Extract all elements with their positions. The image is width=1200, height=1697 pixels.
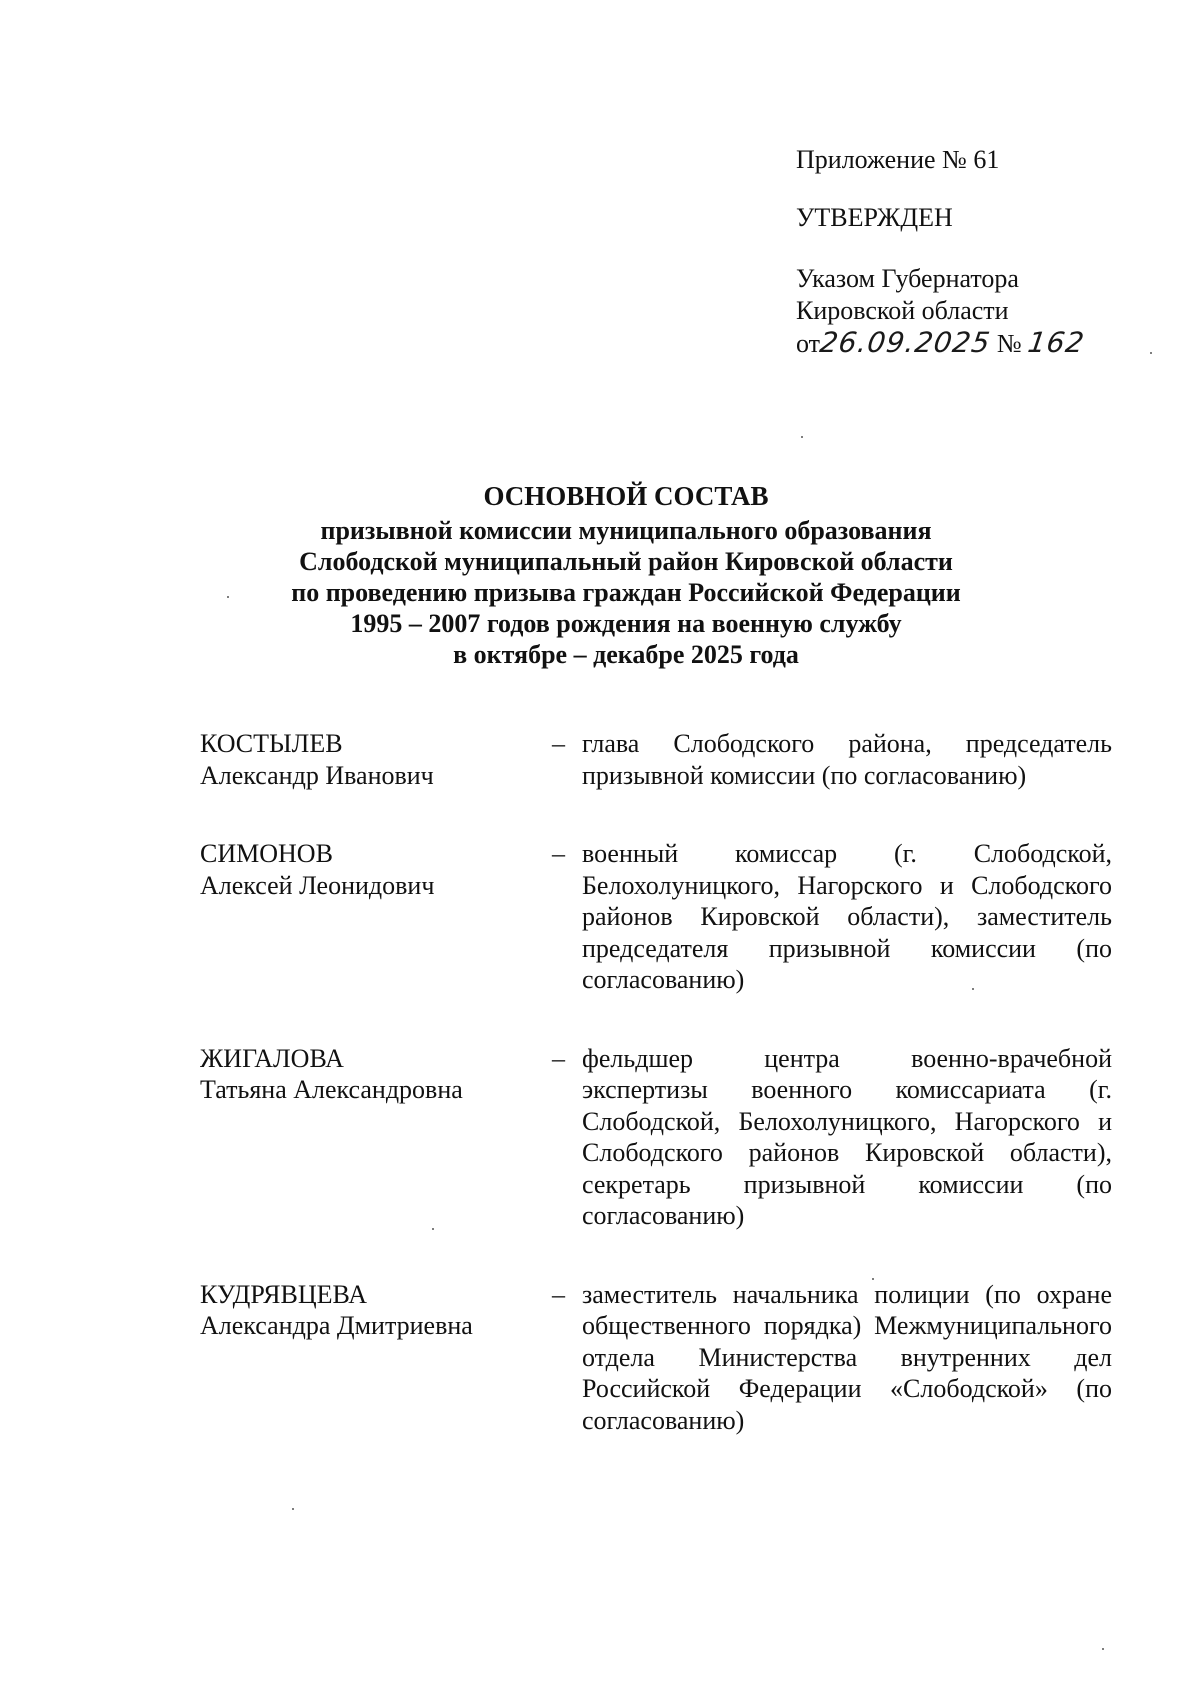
member-dash: – [552, 839, 565, 868]
member-surname: ЖИГАЛОВА [200, 1043, 344, 1073]
member-role: глава Слободского района, председатель призывной комиссии (по согласованию) [582, 729, 1112, 790]
decree-line-1: Указом Губернатора [796, 264, 1019, 293]
handwritten-date: 26.09.2025 [817, 326, 993, 359]
member-dash: – [552, 1043, 565, 1073]
decree-line-2: Кировской области [796, 296, 1009, 325]
scan-speck [872, 1278, 874, 1280]
heading-line-4: 1995 – 2007 годов рождения на военную службу [350, 609, 902, 638]
member-given-names: Алексей Леонидович [200, 870, 435, 900]
member-surname: КОСТЫЛЕВ [200, 729, 343, 758]
member-entry [200, 728, 1112, 791]
appendix-number: Приложение № 61 [796, 145, 1000, 174]
scan-speck [1102, 1648, 1104, 1650]
member-name [200, 1279, 552, 1437]
member-role: заместитель начальника полиции (по охране общественного порядка) Межмуниципального отдела Министерства внутренних дел Российской Федерации «Слободской» (по согласованию) [582, 1279, 1112, 1435]
member-entry [200, 838, 1112, 996]
date-prefix: от [796, 329, 821, 358]
member-dash: – [552, 1279, 565, 1309]
handwritten-number: 162 [1025, 326, 1088, 359]
heading-line-2: Слободской муниципальный район Кировской области [299, 547, 953, 576]
scan-speck [432, 1228, 434, 1230]
heading-line-3: по проведению призыва граждан Российской Федерации [291, 578, 961, 607]
approval-block [796, 144, 1156, 360]
approved-stamp: УТВЕРЖДЕН [796, 203, 953, 232]
member-role: военный комиссар (г. Слободской, Белохолуницкого, Нагорского и Слободского районов Кировской области), заместитель председателя призывной комиссии (по согласованию) [582, 839, 1112, 994]
member-entry [200, 1279, 1112, 1437]
document-heading [200, 481, 1052, 670]
member-given-names: Татьяна Александровна [200, 1075, 463, 1104]
member-name [200, 838, 552, 996]
scan-speck [292, 1508, 294, 1510]
member-entry [200, 1043, 1112, 1232]
scan-speck [801, 436, 803, 438]
member-surname: СИМОНОВ [200, 839, 333, 868]
member-given-names: Александра Дмитриевна [200, 1311, 473, 1340]
scan-speck [227, 596, 229, 598]
heading-line-1: призывной комиссии муниципального образования [320, 516, 932, 545]
member-name [200, 1043, 552, 1232]
member-name [200, 728, 552, 791]
number-sign: № [996, 329, 1022, 358]
scan-speck [1150, 352, 1152, 354]
heading-line-5: в октябре – декабре 2025 года [453, 640, 799, 669]
members-list [200, 728, 1112, 1483]
member-given-names: Александр Иванович [200, 760, 434, 790]
scan-speck [972, 988, 974, 990]
member-role: фельдшер центра военно-врачебной экспертизы военного комиссариата (г. Слободской, Белохолуницкого, Нагорского и Слободского районов Кировской области), секретарь призывной комиссии (по согласованию) [582, 1043, 1112, 1230]
member-surname: КУДРЯВЦЕВА [200, 1279, 367, 1309]
decree-date-line [796, 327, 1156, 360]
member-dash: – [552, 729, 565, 758]
heading-title: ОСНОВНОЙ СОСТАВ [483, 481, 769, 511]
